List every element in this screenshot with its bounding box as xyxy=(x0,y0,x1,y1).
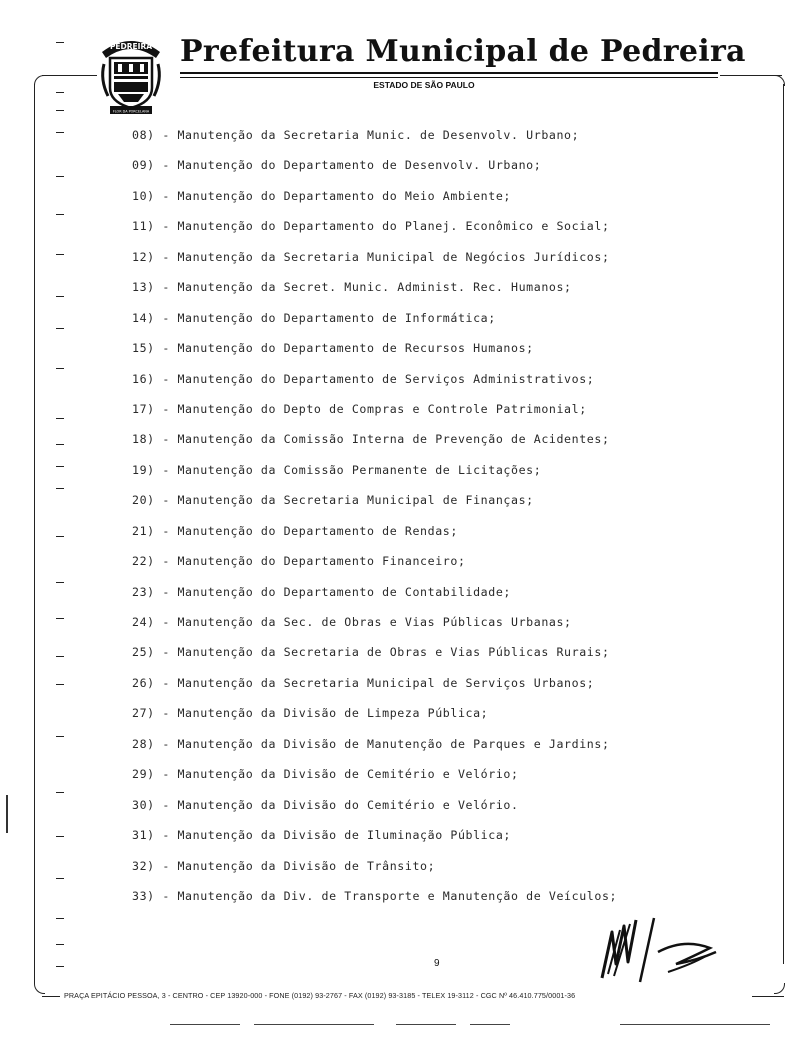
frame-border xyxy=(34,84,35,984)
page-subtitle: ESTADO DE SÃO PAULO xyxy=(373,80,475,90)
list-item: 11) - Manutenção do Departamento do Planej. Econômico e Social; xyxy=(132,219,610,234)
footer-address: PRAÇA EPITÁCIO PESSOA, 3 - CENTRO - CEP 13920-000 - FONE (0192) 93-2767 - FAX (0192) 93-3185 - TELEX 19-3112 - CGC Nº 46.410.775/0001-36 xyxy=(64,991,576,1000)
title-rule xyxy=(180,77,718,78)
footer-rule xyxy=(752,996,784,997)
list-item: 32) - Manutenção da Divisão de Trânsito; xyxy=(132,858,436,873)
list-item: 23) - Manutenção do Departamento de Contabilidade; xyxy=(132,584,512,599)
list-item: 18) - Manutenção da Comissão Interna de Prevenção de Acidentes; xyxy=(132,432,610,447)
maintenance-items-list xyxy=(132,126,752,917)
list-item: 26) - Manutenção da Secretaria Municipal de Serviços Urbanos; xyxy=(132,675,595,690)
list-item: 12) - Manutenção da Secretaria Municipal de Negócios Jurídicos; xyxy=(132,249,610,264)
list-item: 20) - Manutenção da Secretaria Municipal de Finanças; xyxy=(132,493,534,508)
crest-banner-text: PEDREIRA xyxy=(109,42,153,51)
list-item: 16) - Manutenção do Departamento de Serviços Administrativos; xyxy=(132,371,595,386)
frame-border xyxy=(783,84,784,964)
list-item: 14) - Manutenção do Departamento de Informática; xyxy=(132,310,496,325)
list-item: 10) - Manutenção do Departamento do Meio Ambiente; xyxy=(132,188,512,203)
list-item: 08) - Manutenção da Secretaria Munic. de Desenvolv. Urbano; xyxy=(132,128,580,142)
list-item: 09) - Manutenção do Departamento de Desenvolv. Urbano; xyxy=(132,158,542,173)
frame-corner xyxy=(34,983,45,994)
title-rule xyxy=(180,72,718,74)
crest-motto-text: FLOR DA PORCELANA xyxy=(112,109,150,114)
list-item: 28) - Manutenção da Divisão de Manutenção de Parques e Jardins; xyxy=(132,736,610,751)
list-item: 31) - Manutenção da Divisão de Iluminação Pública; xyxy=(132,828,512,843)
handwritten-signature xyxy=(594,912,724,990)
list-item: 25) - Manutenção da Secretaria de Obras e Vias Públicas Rurais; xyxy=(132,645,610,660)
frame-border xyxy=(720,75,782,76)
page-title: Prefeitura Municipal de Pedreira xyxy=(180,34,746,69)
list-item: 27) - Manutenção da Divisão de Limpeza Pública; xyxy=(132,706,489,721)
list-item: 21) - Manutenção do Departamento de Rendas; xyxy=(132,523,458,538)
page-number: 9 xyxy=(434,958,440,969)
scan-margin-bar xyxy=(6,795,8,833)
frame-border xyxy=(42,75,97,76)
list-item: 29) - Manutenção da Divisão de Cemitério e Velório; xyxy=(132,767,519,782)
list-item: 15) - Manutenção do Departamento de Recursos Humanos; xyxy=(132,341,534,356)
list-item: 17) - Manutenção do Depto de Compras e Controle Patrimonial; xyxy=(132,401,587,416)
list-item: 33) - Manutenção da Div. de Transporte e Manutenção de Veículos; xyxy=(132,888,618,903)
list-item: 19) - Manutenção da Comissão Permanente de Licitações; xyxy=(132,462,542,477)
footer-rule xyxy=(42,996,60,997)
list-item: 30) - Manutenção da Divisão do Cemitério e Velório. xyxy=(132,797,519,812)
list-item: 24) - Manutenção da Sec. de Obras e Vias Públicas Urbanas; xyxy=(132,615,572,629)
municipal-coat-of-arms-icon xyxy=(96,30,166,116)
list-item: 13) - Manutenção da Secret. Munic. Administ. Rec. Humanos; xyxy=(132,280,572,295)
list-item: 22) - Manutenção do Departamento Financeiro; xyxy=(132,554,466,569)
